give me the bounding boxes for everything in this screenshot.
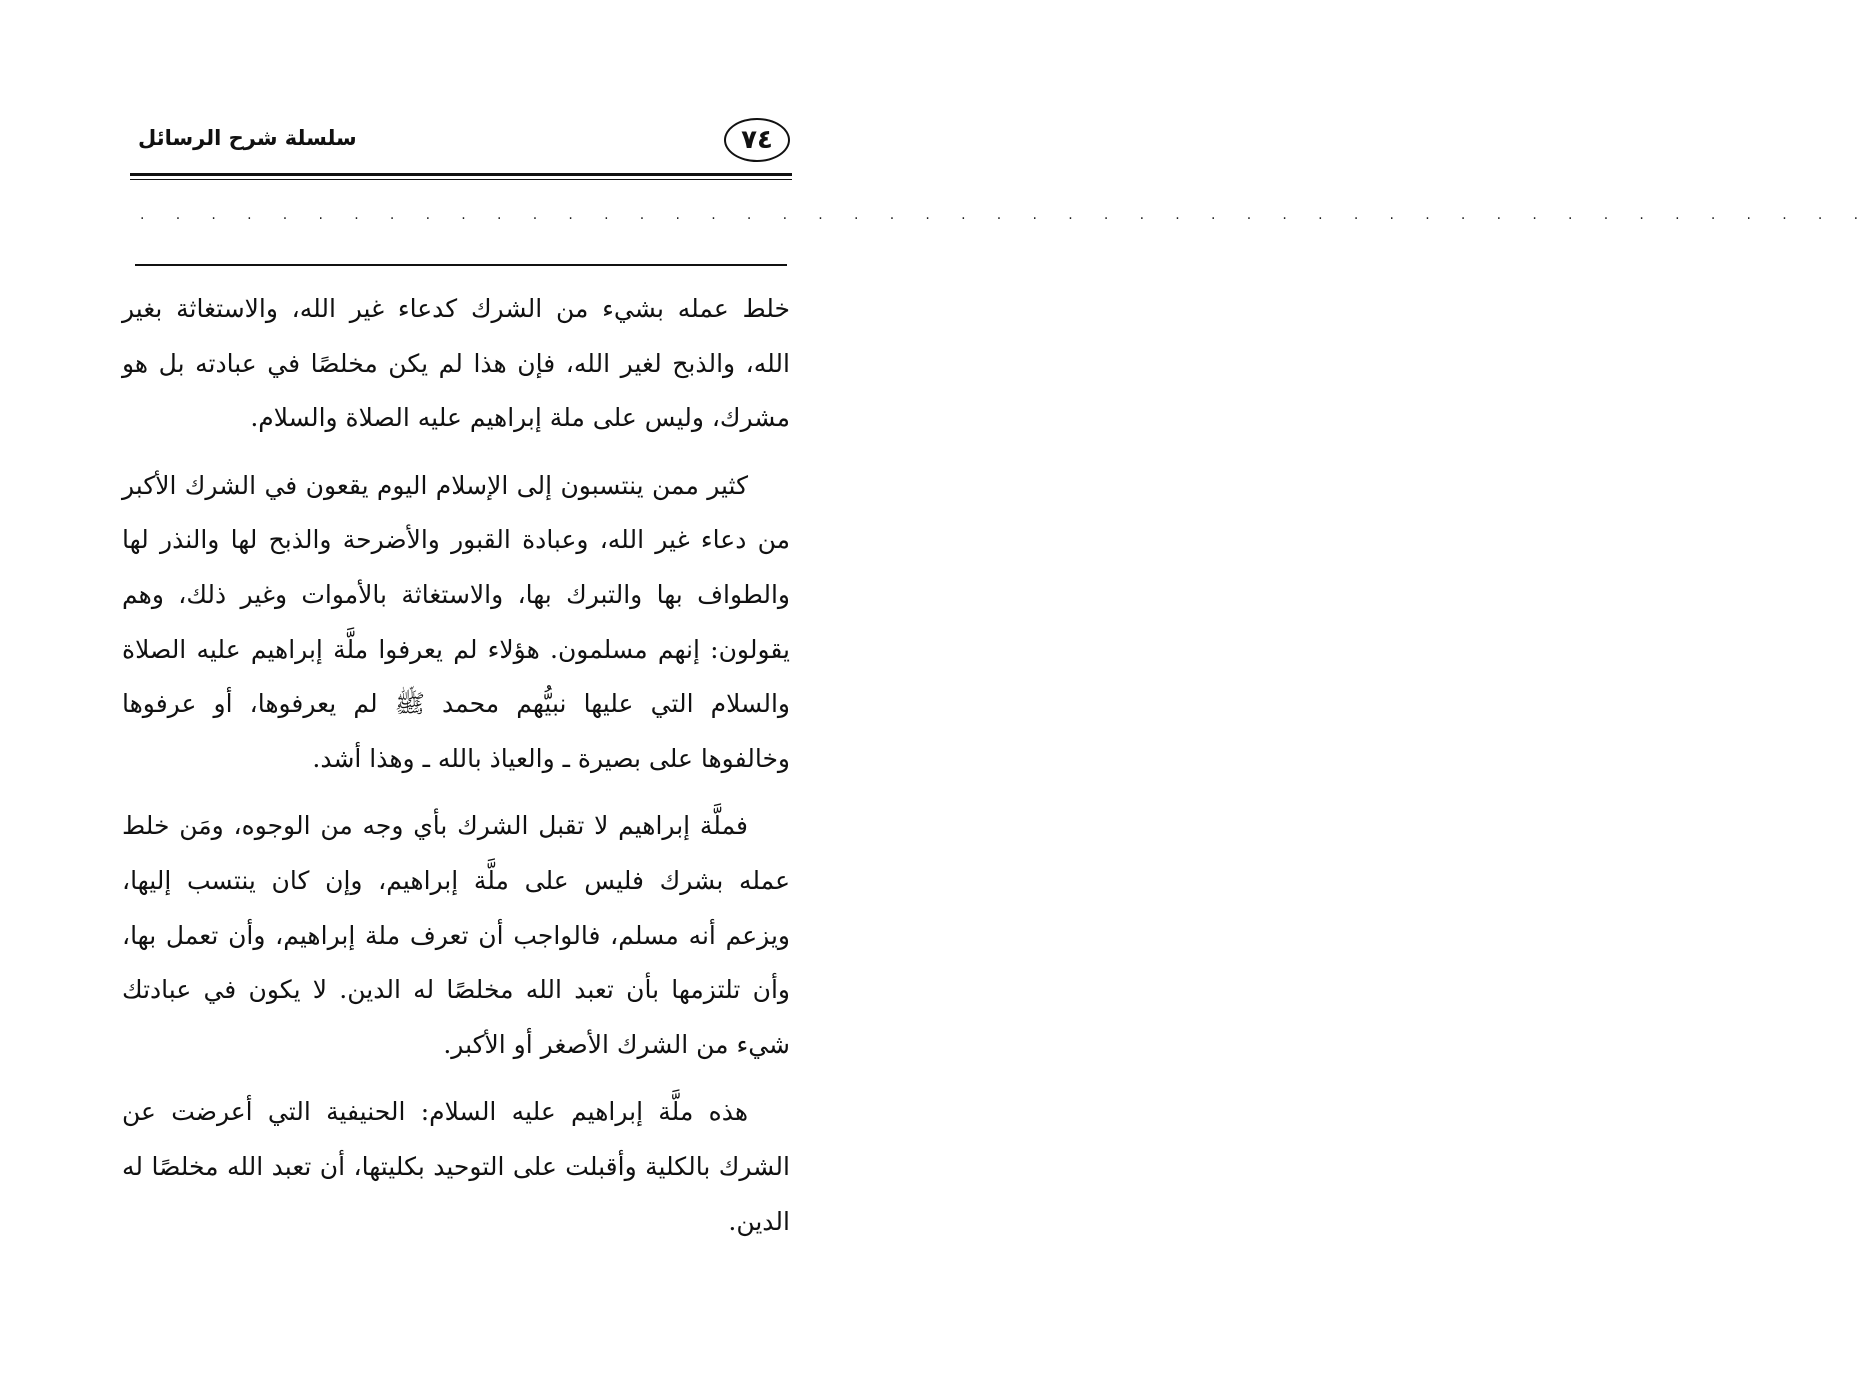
- paragraph-2: كثير ممن ينتسبون إلى الإسلام اليوم يقعون في الشرك الأكبر من دعاء غير الله، وعبادة القبور والأضرحة والذبح لها والنذر لها والطواف بها والتبرك بها، والاستغاثة بالأموات وغير ذلك، وهم يقولون: إنهم مسلمون. هؤلاء لم يعرفوا ملَّة إبراهيم عليه الصلاة والسلام التي عليها نبيُّهم محمد ﷺ لم يعرفوها، أو عرفوها وخالفوها على بصيرة ـ والعياذ بالله ـ وهذا أشد.: [122, 470, 790, 773]
- body-text: [122, 282, 790, 1249]
- header-rule-thin: [130, 179, 792, 180]
- page-number-badge: ٧٤: [724, 118, 790, 162]
- section-rule: [135, 264, 787, 266]
- paragraph-1: خلط عمله بشيء من الشرك كدعاء غير الله، والاستغاثة بغير الله، والذبح لغير الله، فإن هذا لم يكن مخلصًا في عبادته بل هو مشرك، وليس على ملة إبراهيم عليه الصلاة والسلام.: [122, 294, 790, 433]
- ellipsis-dotted-line: . . . . . . . . . . . . . . . . . . . . . . . . . . . . . . . . . . . . . . . . . . . . . . . . .: [140, 207, 1871, 223]
- page-header: [130, 118, 792, 172]
- paragraph-4: هذه ملَّة إبراهيم عليه السلام: الحنيفية التي أعرضت عن الشرك بالكلية وأقبلت على التوحيد بكليتها، أن تعبد الله مخلصًا له الدين.: [122, 1097, 790, 1236]
- paragraph-3: فملَّة إبراهيم لا تقبل الشرك بأي وجه من الوجوه، ومَن خلط عمله بشرك فليس على ملَّة إبراهيم، وإن كان ينتسب إليها، ويزعم أنه مسلم، فالواجب أن تعرف ملة إبراهيم، وأن تعمل بها، وأن تلتزمها بأن تعبد الله مخلصًا له الدين. لا يكون في عبادتك شيء من الشرك الأصغر أو الأكبر.: [122, 811, 790, 1059]
- series-title: سلسلة شرح الرسائل: [138, 126, 357, 150]
- header-rule-thick: [130, 173, 792, 176]
